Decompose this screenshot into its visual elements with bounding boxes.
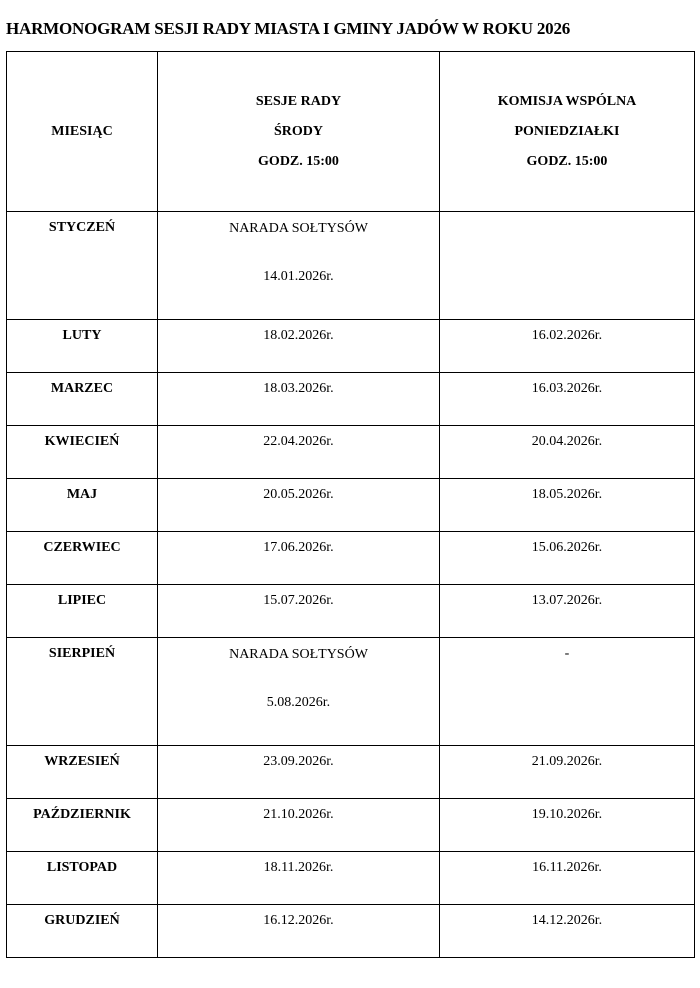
commission-cell: - xyxy=(440,638,695,746)
schedule-table xyxy=(6,51,695,958)
table-row xyxy=(7,320,695,373)
session-cell: 20.05.2026r. xyxy=(158,479,440,532)
commission-cell: 16.03.2026r. xyxy=(440,373,695,426)
commission-cell: 16.02.2026r. xyxy=(440,320,695,373)
month-cell: MARZEC xyxy=(7,373,158,426)
month-cell: LUTY xyxy=(7,320,158,373)
header-commission xyxy=(440,52,695,212)
header-commission-line: GODZ. 15:00 xyxy=(526,153,608,169)
session-cell: 17.06.2026r. xyxy=(158,532,440,585)
session-cell: 15.07.2026r. xyxy=(158,585,440,638)
header-commission-line: PONIEDZIAŁKI xyxy=(514,123,620,139)
header-sessions-line: GODZ. 15:00 xyxy=(258,153,339,169)
header-month xyxy=(7,52,158,212)
session-cell: 18.02.2026r. xyxy=(158,320,440,373)
month-cell: SIERPIEŃ xyxy=(7,638,158,746)
session-cell: 18.11.2026r. xyxy=(158,852,440,905)
month-cell: PAŹDZIERNIK xyxy=(7,799,158,852)
table-row xyxy=(7,532,695,585)
header-sessions-line: ŚRODY xyxy=(273,123,323,139)
table-header-row xyxy=(7,52,695,212)
table-row xyxy=(7,746,695,799)
session-cell: 18.03.2026r. xyxy=(158,373,440,426)
session-cell: 21.10.2026r. xyxy=(158,799,440,852)
header-sessions-line: SESJE RADY xyxy=(255,93,342,109)
commission-cell: 16.11.2026r. xyxy=(440,852,695,905)
commission-cell xyxy=(440,212,695,320)
month-cell: KWIECIEŃ xyxy=(7,426,158,479)
session-note: NARADA SOŁTYSÓW xyxy=(229,647,368,662)
table-row xyxy=(7,373,695,426)
document-title: HARMONOGRAM SESJI RADY MIASTA I GMINY JADÓW W ROKU 2026 xyxy=(6,19,571,38)
session-cell xyxy=(158,212,440,320)
header-commission-line: KOMISJA WSPÓLNA xyxy=(497,93,637,109)
session-cell: 23.09.2026r. xyxy=(158,746,440,799)
commission-cell: 21.09.2026r. xyxy=(440,746,695,799)
commission-cell: 13.07.2026r. xyxy=(440,585,695,638)
commission-cell: 20.04.2026r. xyxy=(440,426,695,479)
session-date: 5.08.2026r. xyxy=(266,695,331,710)
table-row xyxy=(7,585,695,638)
header-sessions xyxy=(158,52,440,212)
session-cell: 22.04.2026r. xyxy=(158,426,440,479)
month-cell: LISTOPAD xyxy=(7,852,158,905)
session-note: NARADA SOŁTYSÓW xyxy=(229,221,368,236)
session-cell xyxy=(158,638,440,746)
month-cell: LIPIEC xyxy=(7,585,158,638)
month-cell: GRUDZIEŃ xyxy=(7,905,158,958)
table-row xyxy=(7,426,695,479)
table-row xyxy=(7,905,695,958)
commission-cell: 19.10.2026r. xyxy=(440,799,695,852)
month-cell: STYCZEŃ xyxy=(7,212,158,320)
table-row xyxy=(7,852,695,905)
month-cell: CZERWIEC xyxy=(7,532,158,585)
month-cell: WRZESIEŃ xyxy=(7,746,158,799)
commission-cell: 15.06.2026r. xyxy=(440,532,695,585)
header-month-label: MIESIĄC xyxy=(51,123,113,139)
month-cell: MAJ xyxy=(7,479,158,532)
session-date: 14.01.2026r. xyxy=(263,269,334,284)
commission-cell: 14.12.2026r. xyxy=(440,905,695,958)
table-row xyxy=(7,212,695,320)
table-row xyxy=(7,638,695,746)
table-row xyxy=(7,479,695,532)
table-row xyxy=(7,799,695,852)
commission-cell: 18.05.2026r. xyxy=(440,479,695,532)
session-cell: 16.12.2026r. xyxy=(158,905,440,958)
